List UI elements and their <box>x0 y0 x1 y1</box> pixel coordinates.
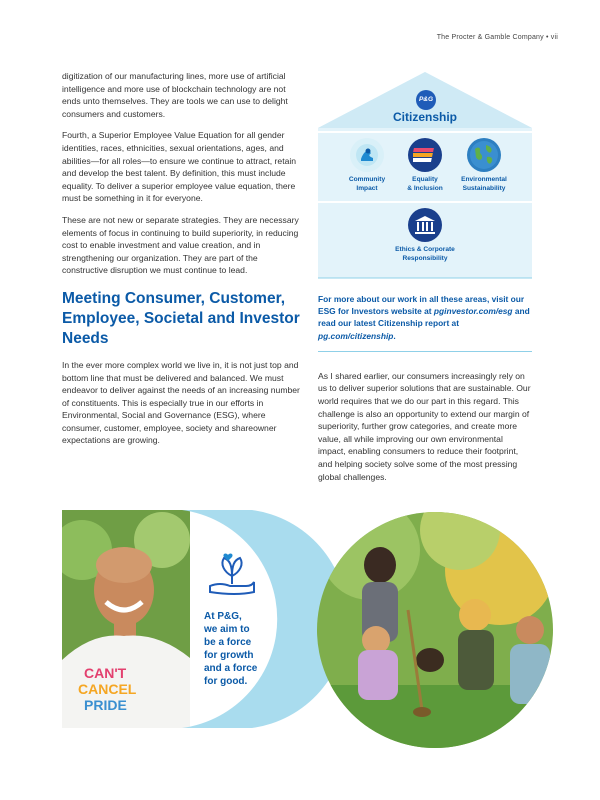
community-hands-icon <box>350 138 384 172</box>
paragraph-digitization: digitization of our manufacturing lines, more use of artificial intelligence and more use of blockchain technology are not ends unto themselves. They are tools we can use to delight consumers and customers. <box>62 71 288 119</box>
pillar-label: Equality & Inclusion <box>407 176 443 192</box>
photo-family-planting-tree <box>310 510 560 750</box>
link-citizenship[interactable]: pg.com/citizenship <box>318 330 394 341</box>
shirt-text-line2: CANCEL <box>78 681 137 697</box>
equality-stripes-icon <box>408 138 442 172</box>
building-columns-icon <box>408 208 442 242</box>
pillar-ethics-corporate-responsibility <box>385 208 465 263</box>
shirt-text-line1: CAN'T <box>84 665 127 681</box>
pillar-label: Community Impact <box>348 176 386 192</box>
paragraph-employee-value: Fourth, a Superior Employee Value Equation for all gender identities, races, ethnicities, sexual orientations, ages, and abilities—for all roles—to ensure we continue to attract, retain and develop the best talent. By definition, this must include equality. To deliver a superior employee value equation, there must be something in it for everyone. <box>62 130 297 204</box>
paragraph-constituents: In the ever more complex world we live in, it is not just top and bottom line that must be delivered and balanced. We must endeavor to deliver against the needs of an increasing number of constituents. This is especially true in our efforts in Environmental, Social and Governance (ESG), where consumer, customer, employee, society and shareowner expectations are growing. <box>62 359 300 446</box>
globe-icon <box>467 138 501 172</box>
pillar-label: Environmental Sustainability <box>461 176 507 192</box>
shirt-text-line3: PRIDE <box>84 697 127 713</box>
citizenship-graphic <box>318 70 532 280</box>
quote-text: At P&G, we aim to be a force for growth and a force for good. <box>204 611 258 687</box>
right-column <box>318 70 532 483</box>
left-column <box>62 70 302 456</box>
running-header: The Procter & Gamble Company • vii <box>436 34 558 41</box>
citizenship-title: Citizenship <box>392 110 457 124</box>
more-info-callout: For more about our work in all these areas, visit our ESG for Investors website at pginvestor.com/esg and read our latest Citizenship report at pg.com/citizenship. <box>318 293 532 352</box>
section-heading: Meeting Consumer, Customer, Employee, Societal and Investor Needs <box>62 289 300 347</box>
photo-strip <box>62 510 562 750</box>
pg-logo: P&G <box>416 90 436 110</box>
paragraph-strategies: These are not new or separate strategies. They are necessary elements of focus in continuing to build superiority, in reducing cost to enable investment and value creation, and in strengthening our organization. They are part of the constructive disruption we must continue to lead. <box>62 214 299 276</box>
paragraph-sustainability: As I shared earlier, our consumers increasingly rely on us to deliver superior solutions that are sustainable. Our world requires that we do our part in this regard. This challenge is also an opportunity to extend our margin of superiority, further grow categories, and create more value, all while improving our own environmental impact, enabling consumers to reduce their footprint, and helping society solve some of the most pressing global challenges. <box>318 370 531 482</box>
pillar-label: Ethics & Corporate Responsibility <box>395 246 455 262</box>
hand-plant-icon <box>206 552 258 598</box>
link-pginvestor[interactable]: pginvestor.com/esg <box>433 306 513 317</box>
pillar-environmental-sustainability <box>444 138 524 193</box>
photo-smiling-man <box>62 510 190 728</box>
